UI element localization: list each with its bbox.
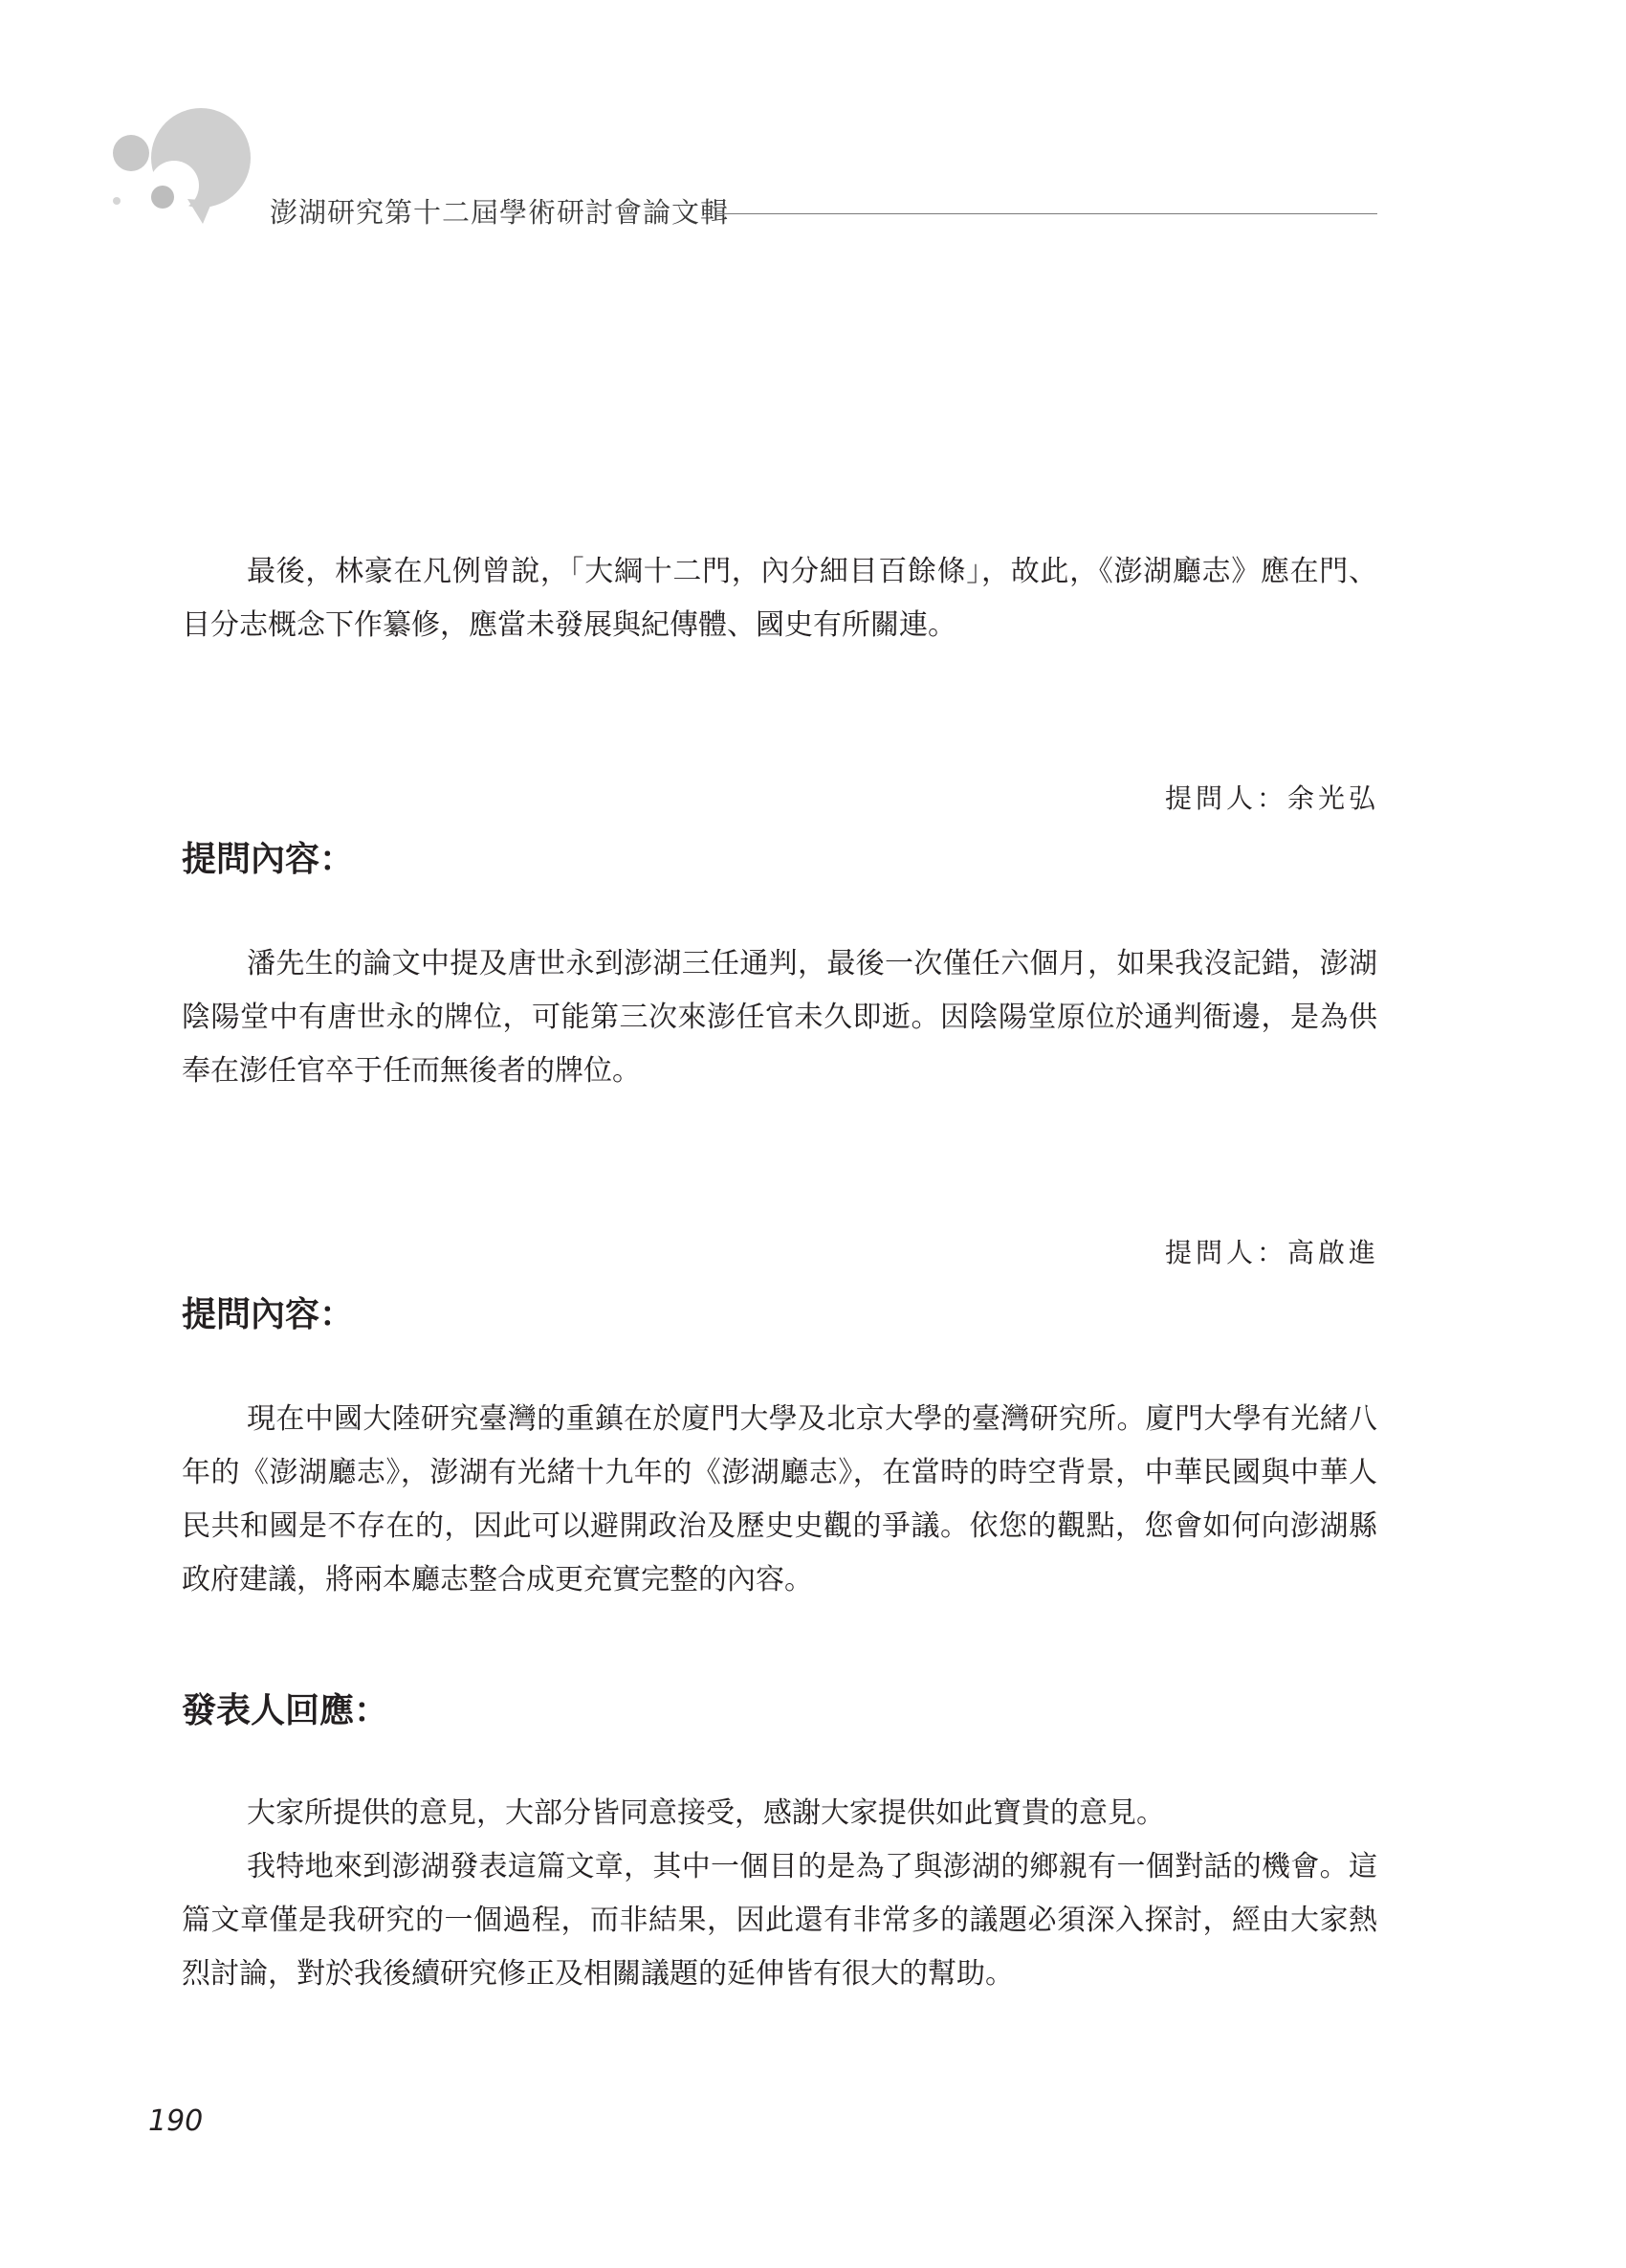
response-paragraph-2: 我特地來到澎湖發表這篇文章，其中一個目的是為了與澎湖的鄉親有一個對話的機會。這篇文章僅是我研究的一個過程，而非結果，因此還有非常多的議題必須深入探討，經由大家熱烈討論，對於我後續研究修正及相關議題的延伸皆有很大的幫助。: [182, 1850, 1377, 1991]
intro-paragraph: 最後，林豪在凡例曾說，「大綱十二門，內分細目百餘條」，故此，《澎湖廳志》應在門、目分志概念下作纂修，應當未發展與紀傳體、國史有所關連。: [182, 555, 1377, 642]
response-paragraph-1: 大家所提供的意見，大部分皆同意接受，感謝大家提供如此寶貴的意見。: [247, 1796, 1165, 1830]
question-2-paragraph: 現在中國大陸研究臺灣的重鎮在於廈門大學及北京大學的臺灣研究所。廈門大學有光緒八年的《澎湖廳志》，澎湖有光緒十九年的《澎湖廳志》，在當時的時空背景，中華民國與中華人民共和國是不存在的，因此可以避開政治及歷史史觀的爭議。依您的觀點，您會如何向澎湖縣政府建議，將兩本廳志整合成更充實完整的內容。: [182, 1402, 1377, 1596]
question-1-paragraph: 潘先生的論文中提及唐世永到澎湖三任通判，最後一次僅任六個月，如果我沒記錯，澎湖陰陽堂中有唐世永的牌位，可能第三次來澎任官未久即逝。因陰陽堂原位於通判衙邊，是為供奉在澎任官卒于任而無後者的牌位。: [182, 947, 1377, 1088]
speech-bubble-logo-icon: [107, 105, 260, 230]
response-heading: 發表人回應：: [182, 1691, 389, 1730]
question-1-heading: 提問內容：: [182, 840, 355, 879]
asker-1: 提問人：余光弘: [1164, 782, 1379, 814]
asker-2: 提問人：高啟進: [1164, 1237, 1379, 1268]
running-header-title: 澎湖研究第十二屆學術研討會論文輯: [270, 196, 730, 229]
question-2-heading: 提問內容：: [182, 1295, 355, 1334]
header-divider: [717, 213, 1377, 214]
page-number: 190: [148, 2104, 204, 2138]
